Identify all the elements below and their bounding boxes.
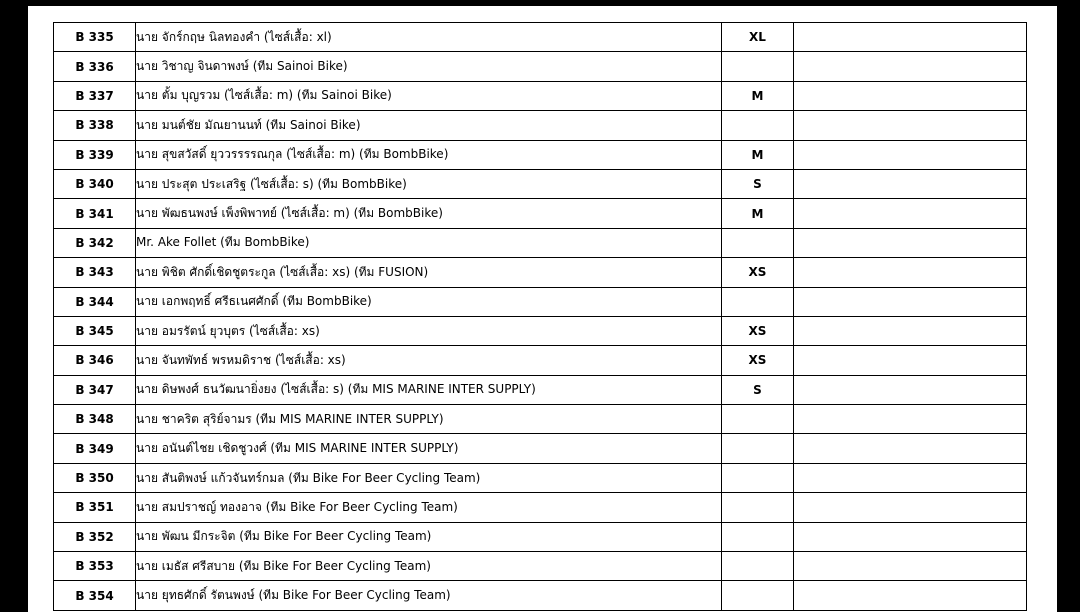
note-cell <box>794 23 1027 52</box>
bib-number-cell: B 340 <box>54 169 136 198</box>
table-row <box>54 199 1027 228</box>
shirt-size-cell: M <box>722 199 794 228</box>
participant-name-cell: นาย สมปราชญ์ ทองอาจ (ทีม Bike For Beer Cycling Team) <box>136 493 722 522</box>
document-page <box>28 6 1057 612</box>
note-cell <box>794 81 1027 110</box>
shirt-size-cell: XS <box>722 346 794 375</box>
shirt-size-cell <box>722 228 794 257</box>
shirt-size-cell: XL <box>722 23 794 52</box>
table-row <box>54 346 1027 375</box>
participant-name-cell: นาย สุขสวัสดิ์ ยุววรรรรณกุล (ไซส์เสื้อ: m) (ทีม BombBike) <box>136 140 722 169</box>
table-row <box>54 581 1027 610</box>
table-row <box>54 463 1027 492</box>
note-cell <box>794 287 1027 316</box>
shirt-size-cell <box>722 581 794 610</box>
note-cell <box>794 552 1027 581</box>
shirt-size-cell: M <box>722 140 794 169</box>
note-cell <box>794 228 1027 257</box>
table-row <box>54 52 1027 81</box>
participant-name-cell: นาย ชาคริต สุริย์จามร (ทีม MIS MARINE INTER SUPPLY) <box>136 405 722 434</box>
shirt-size-cell <box>722 111 794 140</box>
shirt-size-cell <box>722 552 794 581</box>
table-row <box>54 316 1027 345</box>
bib-number-cell: B 335 <box>54 23 136 52</box>
table-row <box>54 434 1027 463</box>
bib-number-cell: B 344 <box>54 287 136 316</box>
note-cell <box>794 375 1027 404</box>
note-cell <box>794 434 1027 463</box>
bib-number-cell: B 354 <box>54 581 136 610</box>
participant-name-cell: นาย มนต์ชัย มัณยานนท์ (ทีม Sainoi Bike) <box>136 111 722 140</box>
bib-number-cell: B 336 <box>54 52 136 81</box>
bib-number-cell: B 352 <box>54 522 136 551</box>
participant-name-cell: นาย อมรรัตน์ ยุวบุตร (ไซส์เสื้อ: xs) <box>136 316 722 345</box>
table-row <box>54 405 1027 434</box>
table-row <box>54 23 1027 52</box>
shirt-size-cell <box>722 434 794 463</box>
participant-name-cell: นาย จันทพัทธ์ พรหมดิราช (ไซส์เสื้อ: xs) <box>136 346 722 375</box>
note-cell <box>794 111 1027 140</box>
bib-number-cell: B 338 <box>54 111 136 140</box>
shirt-size-cell <box>722 463 794 492</box>
note-cell <box>794 258 1027 287</box>
participant-name-cell: นาย สันติพงษ์ แก้วจันทร์กมล (ทีม Bike For Beer Cycling Team) <box>136 463 722 492</box>
participant-name-cell: นาย เอกพฤทธิ์ ศรีธเนศศักดิ์ (ทีม BombBike) <box>136 287 722 316</box>
participant-name-cell: นาย ดิษพงศ์ ธนวัฒนายิ่งยง (ไซส์เสื้อ: s) (ทีม MIS MARINE INTER SUPPLY) <box>136 375 722 404</box>
bib-number-cell: B 339 <box>54 140 136 169</box>
table-row <box>54 140 1027 169</box>
table-row <box>54 111 1027 140</box>
participant-table <box>53 22 1027 611</box>
table-row <box>54 287 1027 316</box>
bib-number-cell: B 349 <box>54 434 136 463</box>
note-cell <box>794 522 1027 551</box>
table-row <box>54 81 1027 110</box>
table-row <box>54 228 1027 257</box>
note-cell <box>794 52 1027 81</box>
note-cell <box>794 463 1027 492</box>
shirt-size-cell: S <box>722 375 794 404</box>
bib-number-cell: B 341 <box>54 199 136 228</box>
participant-name-cell: นาย เมธัส ศรีสบาย (ทีม Bike For Beer Cycling Team) <box>136 552 722 581</box>
note-cell <box>794 316 1027 345</box>
table-row <box>54 552 1027 581</box>
participant-name-cell: นาย วิชาญ จินดาพงษ์ (ทีม Sainoi Bike) <box>136 52 722 81</box>
note-cell <box>794 346 1027 375</box>
shirt-size-cell <box>722 493 794 522</box>
bib-number-cell: B 345 <box>54 316 136 345</box>
participant-name-cell: นาย อนันต์ไชย เชิดชูวงศ์ (ทีม MIS MARINE INTER SUPPLY) <box>136 434 722 463</box>
participant-name-cell: นาย พัฒธนพงษ์ เพ็งพิพาทย์ (ไซส์เสื้อ: m) (ทีม BombBike) <box>136 199 722 228</box>
bib-number-cell: B 343 <box>54 258 136 287</box>
shirt-size-cell: XS <box>722 258 794 287</box>
participant-name-cell: นาย ยุทธศักดิ์ รัตนพงษ์ (ทีม Bike For Beer Cycling Team) <box>136 581 722 610</box>
bib-number-cell: B 351 <box>54 493 136 522</box>
shirt-size-cell <box>722 405 794 434</box>
bib-number-cell: B 342 <box>54 228 136 257</box>
shirt-size-cell: S <box>722 169 794 198</box>
bib-number-cell: B 346 <box>54 346 136 375</box>
participant-table-body <box>54 23 1027 611</box>
shirt-size-cell <box>722 287 794 316</box>
bib-number-cell: B 348 <box>54 405 136 434</box>
bib-number-cell: B 350 <box>54 463 136 492</box>
bib-number-cell: B 347 <box>54 375 136 404</box>
note-cell <box>794 581 1027 610</box>
shirt-size-cell <box>722 52 794 81</box>
participant-name-cell: นาย พิชิต ศักดิ์เชิดชูตระกูล (ไซส์เสื้อ: xs) (ทีม FUSION) <box>136 258 722 287</box>
note-cell <box>794 493 1027 522</box>
participant-name-cell: นาย ตั้ม บุญรวม (ไซส์เสื้อ: m) (ทีม Sainoi Bike) <box>136 81 722 110</box>
table-row <box>54 169 1027 198</box>
table-row <box>54 258 1027 287</box>
participant-name-cell: Mr. Ake Follet (ทีม BombBike) <box>136 228 722 257</box>
bib-number-cell: B 337 <box>54 81 136 110</box>
table-row <box>54 493 1027 522</box>
bib-number-cell: B 353 <box>54 552 136 581</box>
table-row <box>54 522 1027 551</box>
participant-name-cell: นาย จักร์กฤษ นิลทองคำ (ไซส์เสื้อ: xl) <box>136 23 722 52</box>
participant-name-cell: นาย ประสุต ประเสริฐ (ไซส์เสื้อ: s) (ทีม BombBike) <box>136 169 722 198</box>
table-row <box>54 375 1027 404</box>
shirt-size-cell <box>722 522 794 551</box>
note-cell <box>794 405 1027 434</box>
note-cell <box>794 169 1027 198</box>
note-cell <box>794 199 1027 228</box>
shirt-size-cell: M <box>722 81 794 110</box>
note-cell <box>794 140 1027 169</box>
participant-name-cell: นาย พัฒน มีกระจิต (ทีม Bike For Beer Cycling Team) <box>136 522 722 551</box>
shirt-size-cell: XS <box>722 316 794 345</box>
